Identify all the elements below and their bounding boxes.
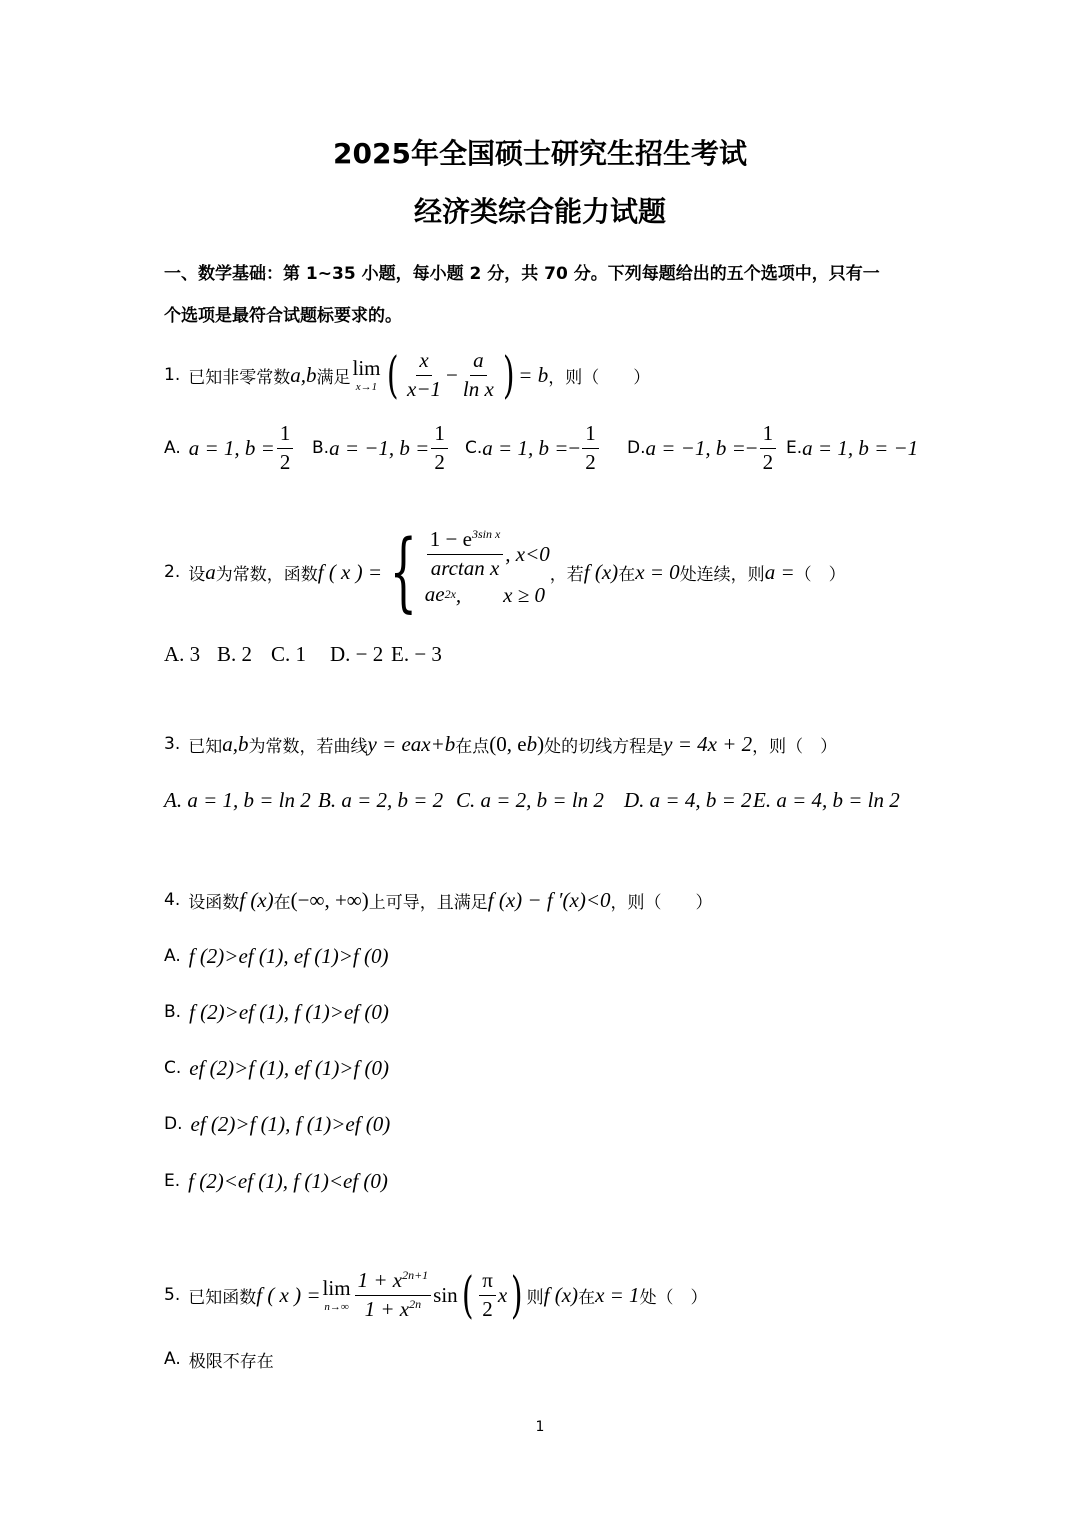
- q3-option-b[interactable]: B. a = 2, b = 2: [318, 787, 444, 812]
- question-number: 3.: [164, 734, 181, 754]
- q1-option-d[interactable]: D. a = −1, b = − $\frac{1}{2}$: [627, 420, 778, 476]
- q4-option-c[interactable]: C. ef (2)>f (1), ef (1)>f (0): [164, 1055, 390, 1080]
- q2-option-d[interactable]: D. − 2: [330, 641, 384, 666]
- question-3: 3. 已知 a,b 为常数，若曲线 y = e ax+b 在点 (0, e b ) 处的切线方程是 y = 4x + 2 ，则（ ）: [164, 731, 838, 757]
- q3-option-a[interactable]: A. a = 1, b = ln 2: [164, 787, 311, 812]
- question-number: 4.: [164, 890, 181, 910]
- exam-subtitle: 经济类综合能力试题: [413, 195, 666, 228]
- q1-option-b[interactable]: B. a = −1, b = $\frac{1}{2}$: [312, 420, 450, 476]
- question-4: 4. 设函数 f (x) 在 (−∞, +∞) 上可导，且满足 f (x) − f ′(x)<0 ，则（ ）: [164, 887, 713, 913]
- q2-option-a[interactable]: A. 3: [164, 641, 201, 666]
- q1-option-a[interactable]: A. a = 1, b = $\frac{1}{2}$: [164, 420, 295, 476]
- q4-option-a[interactable]: A. f (2)>ef (1), ef (1)>f (0): [164, 943, 389, 968]
- question-number: 2.: [164, 562, 181, 582]
- limit-operator: lim n→∞: [322, 1275, 351, 1313]
- page-number: 1: [535, 1419, 545, 1435]
- q1-option-e[interactable]: E. a = 1, b = −1: [786, 435, 919, 460]
- q3-option-e[interactable]: E. a = 4, b = ln 2: [753, 787, 900, 812]
- section-heading-line2: 个选项是最符合试题标要求的。: [164, 306, 402, 326]
- q4-option-b[interactable]: B. f (2)>ef (1), f (1)>ef (0): [164, 999, 389, 1024]
- q2-option-b[interactable]: B. 2: [217, 641, 253, 666]
- question-number: 1.: [164, 365, 181, 385]
- q2-option-c[interactable]: C. 1: [271, 641, 307, 666]
- q4-option-d[interactable]: D. ef (2)>f (1), f (1)>ef (0): [164, 1111, 391, 1136]
- q3-option-d[interactable]: D. a = 4, b = 2: [624, 787, 752, 812]
- fraction: $\frac{x}{x-1}$: [407, 348, 442, 401]
- section-heading-line1: 一、数学基础：第 1~35 小题，每小题 2 分，共 70 分。下列每题给出的五个选项中，只有一: [164, 264, 880, 284]
- q3-option-c[interactable]: C. a = 2, b = ln 2: [456, 787, 604, 812]
- question-5: 5. 已知函数 f ( x ) = lim n→∞ $\frac{1 + x^{2n+1}}{1 + x^{2n}}$ sin ( $\frac{\pi}{2}$ x ) 则 f (x) 在 x = 1 处（ ）: [164, 1266, 708, 1324]
- fraction: $\frac{1 + x^{2n+1}}{1 + x^{2n}}$: [355, 1269, 432, 1320]
- question-1: 1. 已知非零常数 a,b 满足 lim x→1 ( $\frac{x}{x-1}$ − $\frac{a}{\text{ln x}}$ ) = b ，则（ ）: [164, 346, 651, 404]
- piecewise-cases: $\frac{1 - e^{3sin x}}{\text{arctan x}}$ , x<0 ae 2x , x ≥ 0: [424, 527, 550, 607]
- fraction: $\frac{a}{\text{ln x}}$: [462, 348, 494, 401]
- q4-option-e[interactable]: E. f (2)<ef (1), f (1)<ef (0): [164, 1168, 388, 1193]
- question-2: 2. 设 a 为常数，函数 f ( x ) = { $\frac{1 - e^{3sin x}}{\text{arctan x}}$ , x<0 ae 2x , x ≥ 0 ，若 f (x) 在 x = 0 处连续，则 a = （ ）: [164, 522, 846, 622]
- q1-option-c[interactable]: C. a = 1, b = − $\frac{1}{2}$: [465, 420, 601, 476]
- q5-option-a[interactable]: A. 极限不存在: [164, 1349, 274, 1372]
- q2-option-e[interactable]: E. − 3: [391, 641, 442, 666]
- limit-operator: lim x→1: [352, 355, 381, 393]
- question-number: 5.: [164, 1285, 181, 1305]
- exam-title: 2025年全国硕士研究生招生考试: [333, 137, 747, 170]
